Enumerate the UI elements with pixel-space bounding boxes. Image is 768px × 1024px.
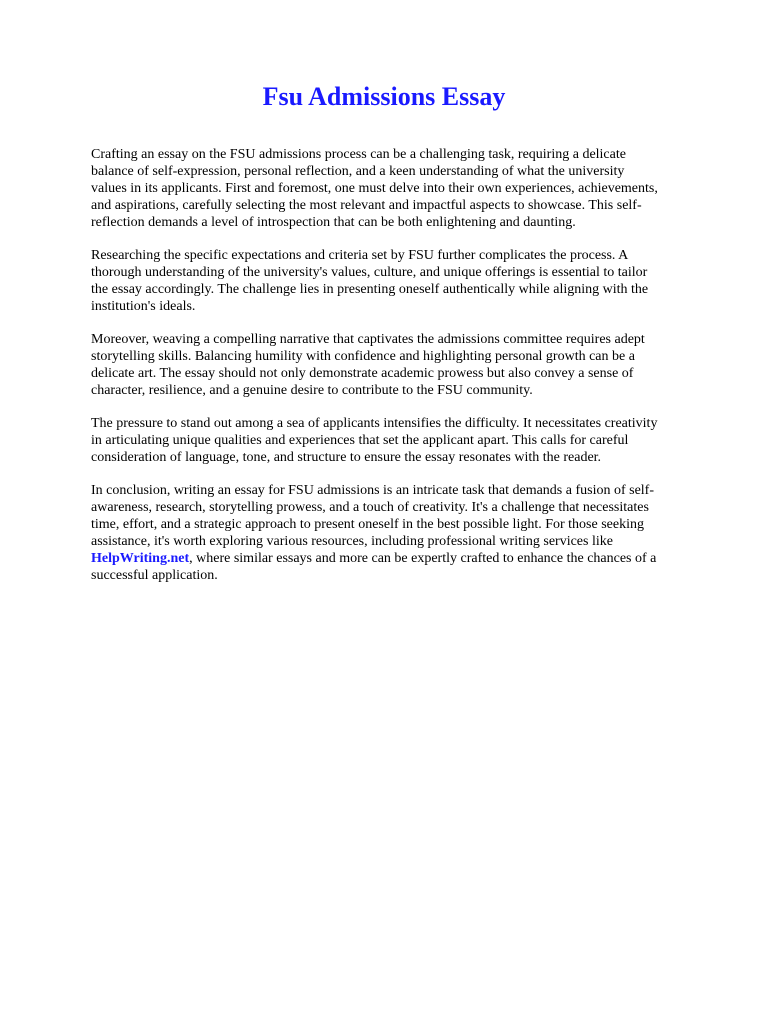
text-line: balance of self-expression, personal reflection, and a keen understanding of what the university [91, 164, 625, 179]
document-title: Fsu Admissions Essay [262, 82, 506, 111]
text-line: the essay accordingly. The challenge lies in presenting oneself authentically while aligning with the [91, 282, 649, 297]
text-line: reflection demands a level of introspection that can be both enlightening and daunting. [91, 215, 576, 230]
text-line: thorough understanding of the university's values, culture, and unique offerings is essential to tailor [91, 265, 648, 280]
text-line: consideration of language, tone, and structure to ensure the essay resonates with the reader. [91, 450, 602, 465]
text-line: institution's ideals. [91, 299, 196, 314]
text-line: Researching the specific expectations and criteria set by FSU further complicates the process. A [91, 248, 629, 263]
essay-body [91, 146, 723, 600]
text-line: delicate art. The essay should not only demonstrate academic prowess but also convey a sense of [91, 366, 634, 381]
text-line: Crafting an essay on the FSU admissions process can be a challenging task, requiring a delicate [91, 147, 626, 162]
text-after-link: , where similar essays and more can be expertly crafted to enhance the chances of a [189, 551, 657, 566]
text-line: in articulating unique qualities and experiences that set the applicant apart. This calls for careful [91, 433, 629, 448]
text-line: assistance, it's worth exploring various resources, including professional writing services like [91, 534, 613, 549]
text-line: awareness, research, storytelling prowess, and a touch of creativity. It's a challenge that necessitates [91, 500, 649, 515]
text-line: Moreover, weaving a compelling narrative that captivates the admissions committee requires adept [91, 332, 645, 347]
text-line: successful application. [91, 568, 218, 583]
text-line: values in its applicants. First and foremost, one must delve into their own experiences, achievements, [91, 181, 658, 196]
text-line: and aspirations, carefully selecting the most relevant and impactful aspects to showcase. This self- [91, 198, 642, 213]
helpwriting-link[interactable]: HelpWriting.net [91, 551, 190, 566]
text-line: The pressure to stand out among a sea of applicants intensifies the difficulty. It necessitates creativity [91, 416, 658, 431]
paragraph-4 [91, 415, 723, 466]
paragraph-2 [91, 247, 723, 315]
paragraph-1 [91, 146, 723, 231]
paragraph-3 [91, 331, 723, 399]
text-line: time, effort, and a strategic approach to present oneself in the best possible light. For those seeking [91, 517, 644, 532]
text-line: character, resilience, and a genuine desire to contribute to the FSU community. [91, 383, 533, 398]
text-line: storytelling skills. Balancing humility with confidence and highlighting personal growth can be a [91, 349, 635, 364]
text-line: In conclusion, writing an essay for FSU admissions is an intricate task that demands a fusion of self- [91, 483, 655, 498]
paragraph-5 [91, 482, 723, 584]
text-line-with-link [91, 550, 723, 567]
